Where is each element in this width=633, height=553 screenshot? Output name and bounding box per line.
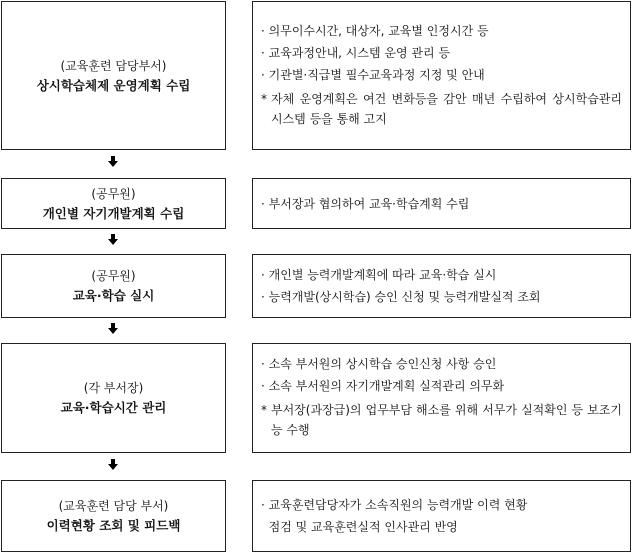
step-2-box: [1, 178, 226, 229]
step-4-detail-box: [252, 343, 631, 453]
step-1-box: [1, 1, 226, 150]
step-1-detail-2: · 교육과정안내, 시스템 운영 관리 등: [261, 45, 450, 60]
step-3-actor: (공무원): [91, 269, 136, 283]
down-arrow-icon: [108, 156, 118, 167]
step-5-detail-box: [252, 480, 631, 552]
step-4-title: 교육·학습시간 관리: [60, 400, 167, 415]
down-arrow-icon: [108, 323, 118, 334]
step-4-detail-1: · 소속 부서원의 상시학습 승인신청 사항 승인: [261, 357, 497, 371]
step-4-box: [1, 343, 226, 453]
step-2-actor: (공무원): [91, 186, 136, 201]
step-5-title: 이력현황 조회 및 피드백: [46, 518, 181, 533]
step-1-note-mark: *: [261, 91, 267, 106]
step-3-title: 교육·학습 실시: [72, 288, 155, 303]
step-4-actor: (각 부서장): [83, 381, 144, 395]
down-arrow-icon: [108, 234, 118, 245]
step-1-note: [261, 89, 622, 129]
step-3-detail-1: · 개인별 능력개발계획에 따라 교육·학습 실시: [261, 268, 497, 282]
step-2-detail-box: [252, 178, 631, 229]
step-5-detail-2: 점검 및 교육훈련실적 인사관리 반영: [261, 520, 458, 534]
step-1-detail-1: · 의무이수시간, 대상자, 교육별 인정시간 등: [261, 23, 489, 38]
step-4-note-text: 부서장(과장급)의 업무부담 해소를 위해 서무가 실적확인 등 보조기능 수행: [271, 403, 622, 437]
step-1-title: 상시학습체제 운영계획 수립: [36, 77, 191, 93]
step-2-title: 개인별 자기개발계획 수립: [42, 205, 185, 221]
step-4-note: [261, 400, 622, 440]
step-5-box: [1, 480, 226, 552]
down-arrow-icon: [108, 459, 118, 470]
step-3-detail-box: [252, 254, 631, 318]
step-4-detail-2: · 소속 부서원의 자기개발계획 실적관리 의무화: [261, 379, 505, 393]
step-4-note-mark: *: [261, 403, 267, 417]
step-1-actor: (교육훈련 담당부서): [60, 58, 167, 73]
step-1-detail-3: · 기관별·직급별 필수교육과정 지정 및 안내: [261, 67, 485, 82]
step-3-detail-2: · 능력개발(상시학습) 승인 신청 및 능력개발실적 조회: [261, 290, 541, 304]
step-1-detail-box: [252, 1, 631, 150]
step-1-note-text: 자체 운영계획은 여건 변화등을 감안 매년 수립하여 상시학습관리시스템 등을 통해 고지: [271, 91, 622, 126]
step-3-box: [1, 254, 226, 318]
step-2-detail-1: · 부서장과 협의하여 교육·학습계획 수립: [261, 196, 470, 211]
step-5-actor: (교육훈련 담당 부서): [58, 499, 169, 513]
step-5-detail-1: · 교육훈련담당자가 소속직원의 능력개발 이력 현황: [261, 498, 528, 512]
